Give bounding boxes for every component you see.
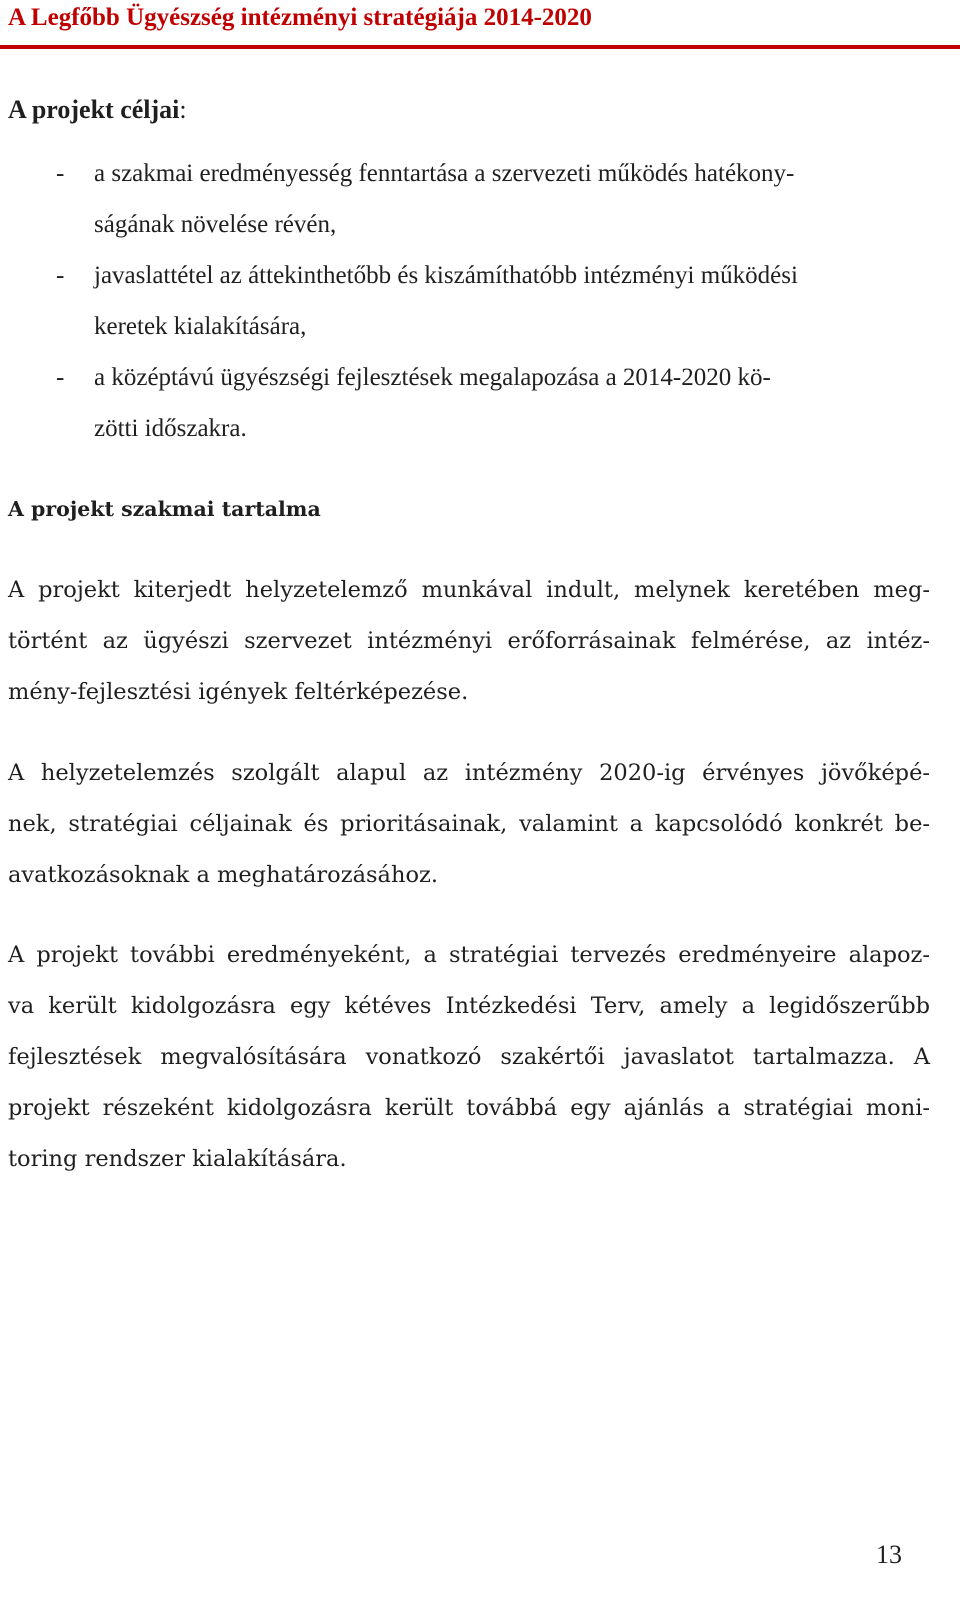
goal-line: keretek kialakítására,: [94, 313, 307, 340]
paragraph-line: fejlesztések megvalósítására vonatkozó szakértői javaslatot tartalmazza. A: [8, 1044, 930, 1070]
paragraph-line: A projekt további eredményeként, a stratégiai tervezés eredményeire alapoz-: [8, 942, 930, 968]
page-number: 13: [876, 1540, 902, 1569]
goal-line: zötti időszakra.: [94, 415, 247, 442]
paragraph-line: va került kidolgozásra egy kétéves Intézkedési Terv, amely a legidőszerűbb: [8, 993, 930, 1019]
paragraph-line: történt az ügyészi szervezet intézményi erőforrásainak felmérése, az intéz-: [8, 628, 930, 654]
goal-dash: -: [56, 160, 65, 187]
goal-line: ságának növelése révén,: [94, 211, 337, 238]
goals-heading-text: A projekt céljai: [8, 95, 180, 124]
goals-heading-colon: :: [179, 95, 187, 124]
running-header-title: A Legfőbb Ügyészség intézményi stratégiája 2014-2020: [8, 4, 592, 31]
goal-line: a szakmai eredményesség fenntartása a szervezeti működés hatékony-: [94, 160, 795, 187]
paragraph-line: A projekt kiterjedt helyzetelemző munkával indult, melynek keretében meg-: [8, 577, 930, 603]
paragraph: [8, 748, 930, 901]
paragraph-line: mény-fejlesztési igények feltérképezése.: [8, 679, 469, 705]
goal-line: a középtávú ügyészségi fejlesztések megalapozása a 2014-2020 kö-: [94, 364, 771, 391]
paragraph-line: projekt részeként kidolgozásra került továbbá egy ajánlás a stratégiai moni-: [8, 1095, 930, 1121]
paragraph-line: A helyzetelemzés szolgált alapul az intézmény 2020-ig érvényes jövőképé-: [8, 760, 930, 786]
goal-line: javaslattétel az áttekinthetőbb és kiszámíthatóbb intézményi működési: [94, 262, 798, 289]
paragraph-line: nek, stratégiai céljainak és prioritásainak, valamint a kapcsolódó konkrét be-: [8, 811, 930, 837]
content-heading: A projekt szakmai tartalma: [8, 497, 321, 521]
paragraph-line: toring rendszer kialakítására.: [8, 1146, 347, 1172]
paragraph: [8, 930, 930, 1185]
goal-dash: -: [56, 262, 65, 289]
header-rule: [0, 45, 960, 49]
paragraph: [8, 565, 930, 718]
goals-heading: [8, 95, 187, 125]
paragraph-line: avatkozásoknak a meghatározásához.: [8, 862, 439, 888]
goal-dash: -: [56, 364, 65, 391]
